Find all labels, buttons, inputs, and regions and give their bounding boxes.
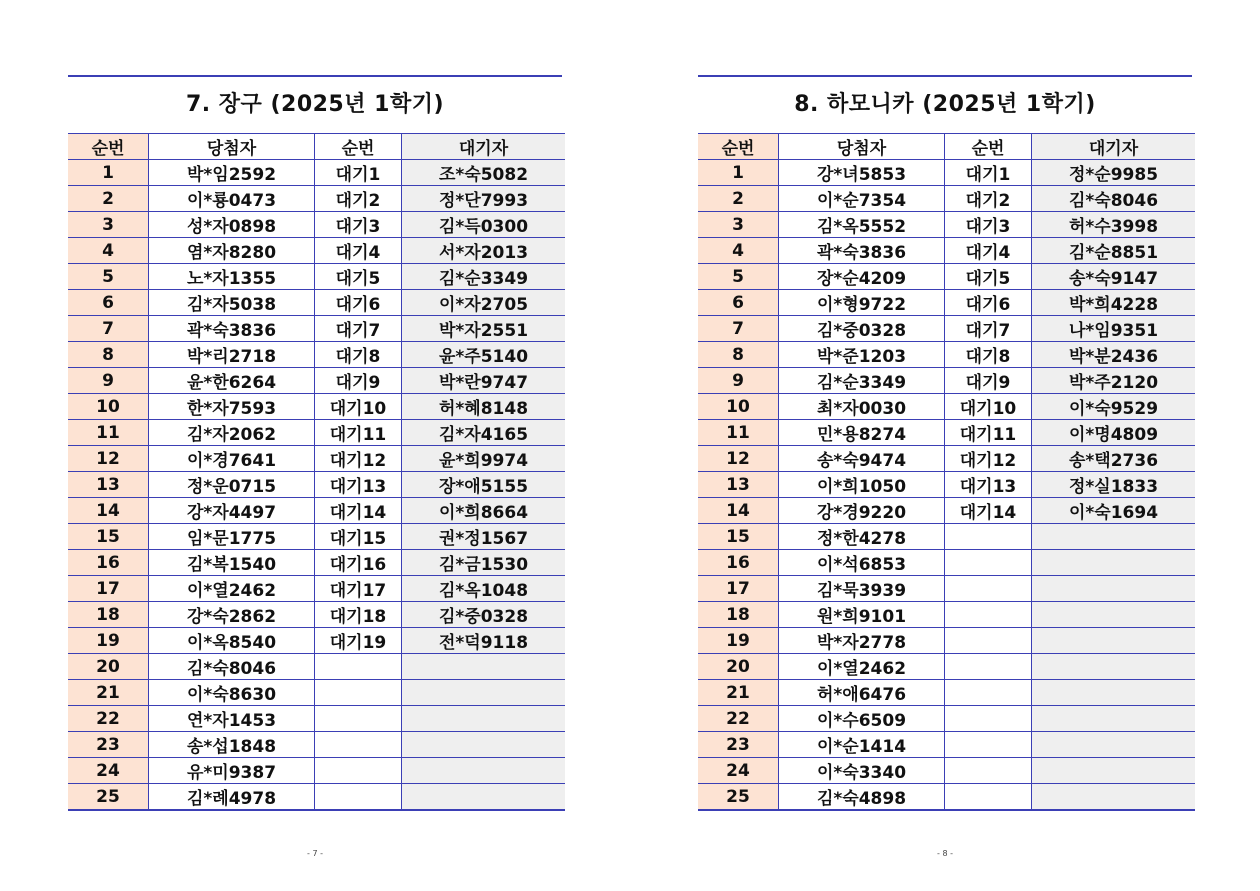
cell-no: 24 (68, 758, 149, 784)
cell-wait-no: 대기12 (315, 446, 402, 472)
cell-winner: 김*옥5552 (779, 212, 945, 238)
cell-waiter: 김*옥1048 (402, 576, 566, 602)
cell-wait-no (945, 732, 1032, 758)
table-row (68, 654, 565, 680)
cell-wait-no: 대기13 (315, 472, 402, 498)
cell-no: 4 (698, 238, 779, 264)
cell-wait-no (945, 680, 1032, 706)
cell-winner: 이*순7354 (779, 186, 945, 212)
cell-winner: 김*복1540 (149, 550, 315, 576)
header-winner: 당첨자 (779, 134, 945, 160)
cell-wait-no: 대기9 (945, 368, 1032, 394)
cell-no: 16 (68, 550, 149, 576)
cell-no: 10 (698, 394, 779, 420)
cell-no: 1 (698, 160, 779, 186)
cell-waiter: 정*단7993 (402, 186, 566, 212)
cell-wait-no: 대기4 (945, 238, 1032, 264)
table-row (698, 524, 1195, 550)
cell-winner: 허*애6476 (779, 680, 945, 706)
cell-wait-no (315, 758, 402, 784)
cell-winner: 연*자1453 (149, 706, 315, 732)
cell-winner: 정*한4278 (779, 524, 945, 550)
table-row (698, 238, 1195, 264)
page-number: - 8 - (937, 849, 953, 858)
cell-no: 2 (698, 186, 779, 212)
cell-waiter: 김*중0328 (402, 602, 566, 628)
cell-wait-no (315, 654, 402, 680)
cell-waiter: 김*순8851 (1032, 238, 1196, 264)
cell-wait-no: 대기11 (945, 420, 1032, 446)
cell-waiter: 김*숙8046 (1032, 186, 1196, 212)
table-row (698, 394, 1195, 420)
table-row (698, 342, 1195, 368)
lottery-table (698, 133, 1195, 811)
cell-waiter: 박*란9747 (402, 368, 566, 394)
header-wait-no: 순번 (315, 134, 402, 160)
cell-waiter: 전*덕9118 (402, 628, 566, 654)
cell-winner: 김*묵3939 (779, 576, 945, 602)
table-row (68, 316, 565, 342)
cell-no: 25 (68, 784, 149, 811)
cell-winner: 민*용8274 (779, 420, 945, 446)
cell-wait-no: 대기12 (945, 446, 1032, 472)
cell-winner: 임*문1775 (149, 524, 315, 550)
cell-waiter (1032, 576, 1196, 602)
cell-winner: 이*열2462 (779, 654, 945, 680)
table-row (68, 706, 565, 732)
cell-no: 9 (698, 368, 779, 394)
cell-winner: 곽*숙3836 (779, 238, 945, 264)
cell-wait-no: 대기6 (945, 290, 1032, 316)
cell-winner: 송*숙9474 (779, 446, 945, 472)
cell-wait-no: 대기7 (945, 316, 1032, 342)
header-no: 순번 (68, 134, 149, 160)
cell-waiter: 나*임9351 (1032, 316, 1196, 342)
cell-waiter (1032, 758, 1196, 784)
cell-wait-no: 대기6 (315, 290, 402, 316)
cell-waiter: 이*숙1694 (1032, 498, 1196, 524)
cell-winner: 박*리2718 (149, 342, 315, 368)
cell-waiter: 윤*희9974 (402, 446, 566, 472)
cell-winner: 윤*한6264 (149, 368, 315, 394)
cell-wait-no: 대기4 (315, 238, 402, 264)
table-row (68, 238, 565, 264)
cell-winner: 염*자8280 (149, 238, 315, 264)
cell-waiter (1032, 602, 1196, 628)
cell-waiter (402, 784, 566, 811)
cell-winner: 강*숙2862 (149, 602, 315, 628)
cell-wait-no (945, 706, 1032, 732)
cell-wait-no (945, 758, 1032, 784)
page-number: - 7 - (307, 849, 323, 858)
cell-no: 13 (698, 472, 779, 498)
cell-winner: 김*자5038 (149, 290, 315, 316)
cell-wait-no: 대기16 (315, 550, 402, 576)
cell-waiter: 김*순3349 (402, 264, 566, 290)
cell-no: 7 (68, 316, 149, 342)
cell-no: 3 (68, 212, 149, 238)
cell-waiter: 박*주2120 (1032, 368, 1196, 394)
cell-waiter: 박*분2436 (1032, 342, 1196, 368)
cell-wait-no: 대기7 (315, 316, 402, 342)
cell-waiter (1032, 732, 1196, 758)
cell-waiter: 이*자2705 (402, 290, 566, 316)
cell-wait-no: 대기17 (315, 576, 402, 602)
cell-no: 20 (698, 654, 779, 680)
cell-no: 18 (68, 602, 149, 628)
table-row (698, 680, 1195, 706)
cell-waiter (402, 680, 566, 706)
cell-waiter: 조*숙5082 (402, 160, 566, 186)
cell-winner: 정*운0715 (149, 472, 315, 498)
table-row (68, 264, 565, 290)
table-row (68, 602, 565, 628)
cell-no: 3 (698, 212, 779, 238)
cell-no: 17 (68, 576, 149, 602)
cell-wait-no: 대기3 (945, 212, 1032, 238)
cell-winner: 이*룡0473 (149, 186, 315, 212)
cell-winner: 이*열2462 (149, 576, 315, 602)
cell-no: 16 (698, 550, 779, 576)
cell-no: 11 (698, 420, 779, 446)
cell-wait-no: 대기10 (315, 394, 402, 420)
cell-waiter (1032, 550, 1196, 576)
cell-wait-no (315, 706, 402, 732)
cell-no: 15 (68, 524, 149, 550)
table-row (68, 732, 565, 758)
cell-winner: 이*희1050 (779, 472, 945, 498)
cell-waiter (1032, 680, 1196, 706)
cell-waiter (1032, 784, 1196, 811)
cell-waiter: 허*혜8148 (402, 394, 566, 420)
cell-no: 12 (698, 446, 779, 472)
table-row (698, 550, 1195, 576)
cell-no: 11 (68, 420, 149, 446)
cell-wait-no (945, 602, 1032, 628)
cell-no: 19 (68, 628, 149, 654)
section-janggu (68, 75, 562, 811)
table-row (698, 160, 1195, 186)
cell-wait-no (315, 784, 402, 811)
cell-winner: 송*섭1848 (149, 732, 315, 758)
cell-winner: 강*경9220 (779, 498, 945, 524)
lottery-table (68, 133, 565, 811)
cell-wait-no (945, 576, 1032, 602)
cell-waiter: 허*수3998 (1032, 212, 1196, 238)
cell-winner: 성*자0898 (149, 212, 315, 238)
cell-waiter: 정*실1833 (1032, 472, 1196, 498)
table-row (698, 654, 1195, 680)
header-wait-no: 순번 (945, 134, 1032, 160)
cell-waiter (402, 654, 566, 680)
cell-winner: 김*순3349 (779, 368, 945, 394)
cell-waiter: 정*순9985 (1032, 160, 1196, 186)
cell-waiter: 송*택2736 (1032, 446, 1196, 472)
cell-no: 8 (68, 342, 149, 368)
cell-no: 10 (68, 394, 149, 420)
cell-wait-no: 대기14 (945, 498, 1032, 524)
cell-wait-no (315, 732, 402, 758)
cell-waiter (1032, 706, 1196, 732)
cell-winner: 이*순1414 (779, 732, 945, 758)
cell-waiter (402, 758, 566, 784)
table-row (698, 602, 1195, 628)
table-row (68, 368, 565, 394)
cell-waiter: 권*정1567 (402, 524, 566, 550)
table-row (68, 524, 565, 550)
cell-waiter: 이*명4809 (1032, 420, 1196, 446)
cell-no: 4 (68, 238, 149, 264)
cell-waiter: 서*자2013 (402, 238, 566, 264)
header-waiter: 대기자 (402, 134, 566, 160)
cell-wait-no: 대기8 (315, 342, 402, 368)
cell-no: 9 (68, 368, 149, 394)
cell-winner: 김*숙4898 (779, 784, 945, 811)
table-row (698, 576, 1195, 602)
cell-winner: 곽*숙3836 (149, 316, 315, 342)
cell-no: 24 (698, 758, 779, 784)
table-row (68, 758, 565, 784)
table-row (698, 212, 1195, 238)
table-row (698, 264, 1195, 290)
cell-no: 23 (68, 732, 149, 758)
cell-winner: 원*희9101 (779, 602, 945, 628)
cell-waiter: 박*자2551 (402, 316, 566, 342)
cell-winner: 박*준1203 (779, 342, 945, 368)
table-row (68, 550, 565, 576)
cell-wait-no: 대기11 (315, 420, 402, 446)
cell-no: 17 (698, 576, 779, 602)
cell-waiter (1032, 628, 1196, 654)
cell-no: 7 (698, 316, 779, 342)
table-row (68, 186, 565, 212)
section-harmonica (698, 75, 1192, 811)
cell-winner: 이*수6509 (779, 706, 945, 732)
cell-wait-no (945, 524, 1032, 550)
cell-winner: 유*미9387 (149, 758, 315, 784)
cell-winner: 김*례4978 (149, 784, 315, 811)
cell-waiter: 박*희4228 (1032, 290, 1196, 316)
cell-wait-no: 대기2 (315, 186, 402, 212)
cell-winner: 이*석6853 (779, 550, 945, 576)
table-row (68, 212, 565, 238)
table-row (68, 394, 565, 420)
table-row (68, 784, 565, 811)
table-row (698, 446, 1195, 472)
section-title: 8. 하모니카 (2025년 1학기) (794, 92, 1096, 117)
cell-waiter: 김*득0300 (402, 212, 566, 238)
table-row (698, 758, 1195, 784)
cell-winner: 김*숙8046 (149, 654, 315, 680)
table-row (698, 498, 1195, 524)
cell-wait-no: 대기5 (945, 264, 1032, 290)
cell-no: 15 (698, 524, 779, 550)
cell-wait-no: 대기9 (315, 368, 402, 394)
table-row (68, 160, 565, 186)
cell-no: 12 (68, 446, 149, 472)
cell-waiter: 이*희8664 (402, 498, 566, 524)
table-row (698, 472, 1195, 498)
cell-no: 5 (698, 264, 779, 290)
table-row (698, 368, 1195, 394)
table-row (698, 628, 1195, 654)
cell-no: 14 (68, 498, 149, 524)
table-row (68, 498, 565, 524)
cell-winner: 김*중0328 (779, 316, 945, 342)
table-row (68, 576, 565, 602)
cell-wait-no: 대기2 (945, 186, 1032, 212)
cell-waiter: 송*숙9147 (1032, 264, 1196, 290)
table-row (68, 342, 565, 368)
cell-wait-no: 대기1 (315, 160, 402, 186)
cell-no: 6 (698, 290, 779, 316)
cell-no: 21 (68, 680, 149, 706)
cell-winner: 강*자4497 (149, 498, 315, 524)
table-row (698, 290, 1195, 316)
cell-no: 23 (698, 732, 779, 758)
cell-wait-no: 대기15 (315, 524, 402, 550)
cell-no: 19 (698, 628, 779, 654)
cell-no: 22 (68, 706, 149, 732)
cell-waiter: 장*애5155 (402, 472, 566, 498)
cell-winner: 노*자1355 (149, 264, 315, 290)
header-no: 순번 (698, 134, 779, 160)
cell-wait-no: 대기18 (315, 602, 402, 628)
table-row (698, 706, 1195, 732)
cell-wait-no: 대기1 (945, 160, 1032, 186)
cell-wait-no (945, 550, 1032, 576)
cell-no: 13 (68, 472, 149, 498)
cell-waiter (1032, 524, 1196, 550)
cell-no: 6 (68, 290, 149, 316)
table-header-row (68, 134, 565, 160)
cell-winner: 이*형9722 (779, 290, 945, 316)
cell-winner: 박*임2592 (149, 160, 315, 186)
table-row (68, 420, 565, 446)
cell-wait-no (945, 654, 1032, 680)
cell-wait-no: 대기10 (945, 394, 1032, 420)
cell-winner: 이*경7641 (149, 446, 315, 472)
table-row (68, 680, 565, 706)
cell-waiter: 윤*주5140 (402, 342, 566, 368)
table-row (698, 784, 1195, 811)
cell-wait-no (945, 628, 1032, 654)
table-row (698, 420, 1195, 446)
cell-wait-no: 대기8 (945, 342, 1032, 368)
cell-no: 1 (68, 160, 149, 186)
cell-no: 5 (68, 264, 149, 290)
cell-wait-no (315, 680, 402, 706)
cell-winner: 이*옥8540 (149, 628, 315, 654)
cell-wait-no: 대기5 (315, 264, 402, 290)
cell-no: 21 (698, 680, 779, 706)
cell-waiter: 이*숙9529 (1032, 394, 1196, 420)
cell-wait-no: 대기14 (315, 498, 402, 524)
cell-no: 25 (698, 784, 779, 811)
cell-wait-no: 대기3 (315, 212, 402, 238)
table-row (68, 628, 565, 654)
cell-waiter (1032, 654, 1196, 680)
cell-winner: 최*자0030 (779, 394, 945, 420)
table-row (68, 290, 565, 316)
header-winner: 당첨자 (149, 134, 315, 160)
cell-winner: 박*자2778 (779, 628, 945, 654)
table-row (68, 446, 565, 472)
cell-winner: 장*순4209 (779, 264, 945, 290)
cell-winner: 이*숙8630 (149, 680, 315, 706)
cell-waiter: 김*금1530 (402, 550, 566, 576)
cell-no: 18 (698, 602, 779, 628)
cell-waiter: 김*자4165 (402, 420, 566, 446)
table-row (698, 186, 1195, 212)
cell-wait-no (945, 784, 1032, 811)
cell-winner: 강*녀5853 (779, 160, 945, 186)
section-title: 7. 장구 (2025년 1학기) (185, 92, 445, 117)
table-row (68, 472, 565, 498)
cell-no: 14 (698, 498, 779, 524)
cell-winner: 이*숙3340 (779, 758, 945, 784)
cell-no: 20 (68, 654, 149, 680)
cell-winner: 한*자7593 (149, 394, 315, 420)
cell-waiter (402, 706, 566, 732)
cell-wait-no: 대기13 (945, 472, 1032, 498)
table-row (698, 732, 1195, 758)
cell-winner: 김*자2062 (149, 420, 315, 446)
cell-no: 2 (68, 186, 149, 212)
header-waiter: 대기자 (1032, 134, 1196, 160)
table-header-row (698, 134, 1195, 160)
table-row (698, 316, 1195, 342)
cell-no: 22 (698, 706, 779, 732)
cell-wait-no: 대기19 (315, 628, 402, 654)
cell-no: 8 (698, 342, 779, 368)
cell-waiter (402, 732, 566, 758)
